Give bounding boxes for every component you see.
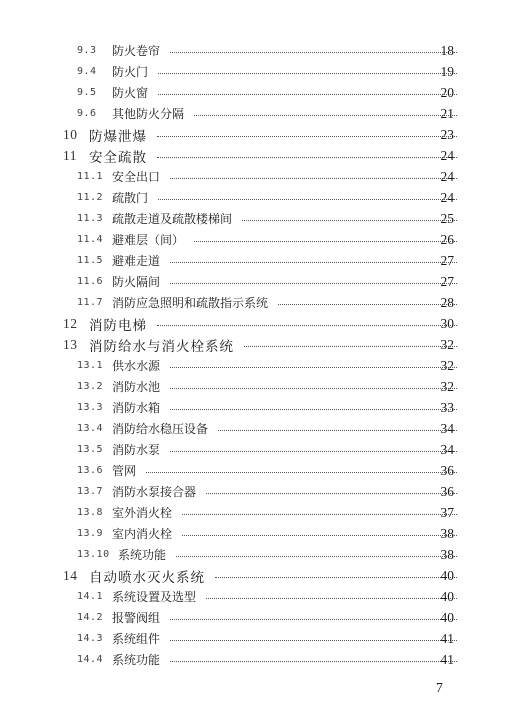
toc-entry-title: 防火卷帘	[112, 44, 161, 58]
toc-entry-title: 疏散门	[112, 191, 149, 205]
toc-entry-page: 19	[440, 63, 454, 79]
toc-section-entry[interactable]	[0, 103, 507, 124]
toc-entry-title: 安全疏散	[89, 149, 147, 166]
toc-entry-page: 33	[440, 399, 454, 415]
toc-section-entry[interactable]	[0, 271, 507, 292]
toc-entry-number: 9.3	[77, 45, 97, 56]
toc-entry-title: 疏散走道及疏散楼梯间	[112, 212, 233, 226]
toc-section-entry[interactable]	[0, 607, 507, 628]
dot-leader	[170, 388, 457, 389]
dot-leader	[158, 94, 457, 95]
dot-leader	[242, 220, 457, 221]
toc-entry-number: 11.4	[77, 234, 104, 245]
toc-entry-number: 10	[63, 126, 78, 142]
toc-entry-number: 11.2	[77, 192, 104, 203]
toc-entry-page: 25	[440, 210, 454, 226]
toc-entry-page: 37	[440, 504, 454, 520]
toc-entry-title: 消防水池	[112, 380, 161, 394]
toc-section-entry[interactable]	[0, 397, 507, 418]
toc-section-entry[interactable]	[0, 292, 507, 313]
toc-section-entry[interactable]	[0, 208, 507, 229]
toc-entry-page: 26	[440, 231, 454, 247]
toc-entry-number: 13.9	[77, 528, 104, 539]
toc-entry-title: 供水水源	[112, 359, 161, 373]
toc-section-entry[interactable]	[0, 586, 507, 607]
toc-section-entry[interactable]	[0, 502, 507, 523]
toc-entry-page: 41	[440, 651, 454, 667]
dot-leader	[182, 535, 457, 536]
toc-entry-number: 13.4	[77, 423, 104, 434]
toc-entry-number: 11.5	[77, 255, 104, 266]
toc-entry-page: 38	[440, 546, 454, 562]
toc-entry-title: 消防给水与消火栓系统	[89, 338, 234, 355]
dot-leader	[170, 367, 457, 368]
toc-section-entry[interactable]	[0, 523, 507, 544]
dot-leader	[157, 325, 457, 326]
toc-entry-page: 36	[440, 462, 454, 478]
table-of-contents	[0, 40, 507, 670]
toc-entry-number: 14.3	[77, 633, 104, 644]
toc-entry-title: 报警阀组	[112, 611, 161, 625]
dot-leader	[157, 157, 457, 158]
toc-chapter-entry[interactable]	[0, 565, 507, 586]
toc-entry-number: 9.5	[77, 87, 97, 98]
dot-leader	[182, 514, 457, 515]
toc-entry-title: 消防水泵接合器	[112, 485, 197, 499]
toc-chapter-entry[interactable]	[0, 334, 507, 355]
toc-entry-page: 21	[440, 105, 454, 121]
toc-entry-number: 11.6	[77, 276, 104, 287]
toc-entry-page: 38	[440, 525, 454, 541]
toc-entry-title: 防火窗	[112, 86, 149, 100]
toc-entry-page: 40	[440, 609, 454, 625]
toc-section-entry[interactable]	[0, 355, 507, 376]
dot-leader	[194, 115, 457, 116]
toc-section-entry[interactable]	[0, 376, 507, 397]
dot-leader	[176, 556, 457, 557]
toc-entry-number: 13.3	[77, 402, 104, 413]
toc-entry-page: 34	[440, 441, 454, 457]
toc-entry-page: 40	[440, 588, 454, 604]
dot-leader	[170, 283, 457, 284]
toc-entry-number: 11.3	[77, 213, 104, 224]
toc-entry-page: 36	[440, 483, 454, 499]
toc-entry-number: 13.6	[77, 465, 104, 476]
dot-leader	[170, 619, 457, 620]
toc-section-entry[interactable]	[0, 229, 507, 250]
toc-entry-title: 防火隔间	[112, 275, 161, 289]
toc-entry-number: 13.2	[77, 381, 104, 392]
toc-entry-number: 11.7	[77, 297, 104, 308]
toc-section-entry[interactable]	[0, 649, 507, 670]
toc-entry-title: 避难层（间）	[112, 233, 185, 247]
dot-leader	[170, 661, 457, 662]
dot-leader	[170, 52, 457, 53]
toc-entry-page: 32	[440, 336, 454, 352]
toc-entry-title: 室内消火栓	[112, 527, 173, 541]
toc-entry-title: 管网	[112, 464, 137, 478]
toc-entry-page: 23	[440, 126, 454, 142]
dot-leader	[206, 493, 457, 494]
toc-entry-number: 13	[63, 336, 78, 352]
toc-entry-page: 32	[440, 378, 454, 394]
toc-entry-page: 20	[440, 84, 454, 100]
dot-leader	[157, 136, 457, 137]
page-number: 7	[436, 680, 443, 695]
dot-leader	[158, 199, 457, 200]
toc-section-entry[interactable]	[0, 166, 507, 187]
toc-section-entry[interactable]	[0, 460, 507, 481]
toc-entry-title: 消防电梯	[89, 317, 147, 334]
dot-leader	[170, 409, 457, 410]
dot-leader	[170, 640, 457, 641]
dot-leader	[206, 598, 457, 599]
toc-entry-number: 13.5	[77, 444, 104, 455]
toc-entry-number: 11	[63, 147, 77, 163]
toc-entry-title: 防爆泄爆	[89, 128, 147, 145]
toc-section-entry[interactable]	[0, 481, 507, 502]
dot-leader	[170, 451, 457, 452]
toc-entry-page: 28	[440, 294, 454, 310]
toc-section-entry[interactable]	[0, 40, 507, 61]
dot-leader	[170, 262, 457, 263]
dot-leader	[218, 430, 457, 431]
toc-entry-page: 41	[440, 630, 454, 646]
toc-entry-title: 其他防火分隔	[112, 107, 185, 121]
dot-leader	[244, 346, 457, 347]
toc-entry-title: 防火门	[112, 65, 149, 79]
toc-entry-number: 12	[63, 315, 78, 331]
toc-section-entry[interactable]	[0, 628, 507, 649]
toc-section-entry[interactable]	[0, 187, 507, 208]
toc-chapter-entry[interactable]	[0, 124, 507, 145]
toc-entry-title: 自动喷水灭火系统	[89, 569, 205, 586]
toc-entry-number: 9.6	[77, 108, 97, 119]
toc-section-entry[interactable]	[0, 418, 507, 439]
toc-entry-title: 系统设置及选型	[112, 590, 197, 604]
toc-entry-title: 消防水泵	[112, 443, 161, 457]
toc-entry-number: 13.1	[77, 360, 104, 371]
toc-entry-number: 13.7	[77, 486, 104, 497]
toc-entry-title: 避难走道	[112, 254, 161, 268]
dot-leader	[194, 241, 457, 242]
toc-entry-title: 安全出口	[112, 170, 161, 184]
toc-chapter-entry[interactable]	[0, 313, 507, 334]
toc-entry-number: 14.4	[77, 654, 104, 665]
toc-section-entry[interactable]	[0, 250, 507, 271]
toc-entry-number: 13.10	[77, 549, 110, 560]
dot-leader	[215, 577, 457, 578]
toc-entry-page: 34	[440, 420, 454, 436]
toc-chapter-entry[interactable]	[0, 145, 507, 166]
toc-section-entry[interactable]	[0, 544, 507, 565]
toc-entry-number: 14	[63, 567, 78, 583]
toc-entry-number: 14.1	[77, 591, 104, 602]
toc-entry-page: 32	[440, 357, 454, 373]
dot-leader	[158, 73, 457, 74]
toc-section-entry[interactable]	[0, 439, 507, 460]
toc-entry-title: 室外消火栓	[112, 506, 173, 520]
dot-leader	[170, 178, 457, 179]
toc-entry-title: 系统组件	[112, 632, 161, 646]
toc-entry-number: 11.1	[77, 171, 104, 182]
toc-entry-page: 40	[440, 567, 454, 583]
toc-section-entry[interactable]	[0, 82, 507, 103]
toc-entry-title: 消防应急照明和疏散指示系统	[112, 296, 269, 310]
toc-entry-number: 13.8	[77, 507, 104, 518]
toc-section-entry[interactable]	[0, 61, 507, 82]
toc-entry-page: 18	[440, 42, 454, 58]
toc-entry-page: 24	[440, 189, 454, 205]
toc-entry-page: 24	[440, 147, 454, 163]
toc-entry-title: 消防水箱	[112, 401, 161, 415]
toc-entry-title: 系统功能	[112, 653, 161, 667]
toc-entry-page: 27	[440, 252, 454, 268]
toc-entry-page: 27	[440, 273, 454, 289]
toc-entry-page: 24	[440, 168, 454, 184]
toc-entry-number: 14.2	[77, 612, 104, 623]
toc-entry-title: 消防给水稳压设备	[112, 422, 209, 436]
toc-entry-title: 系统功能	[118, 548, 167, 562]
toc-entry-page: 30	[440, 315, 454, 331]
toc-entry-number: 9.4	[77, 66, 97, 77]
dot-leader	[146, 472, 457, 473]
